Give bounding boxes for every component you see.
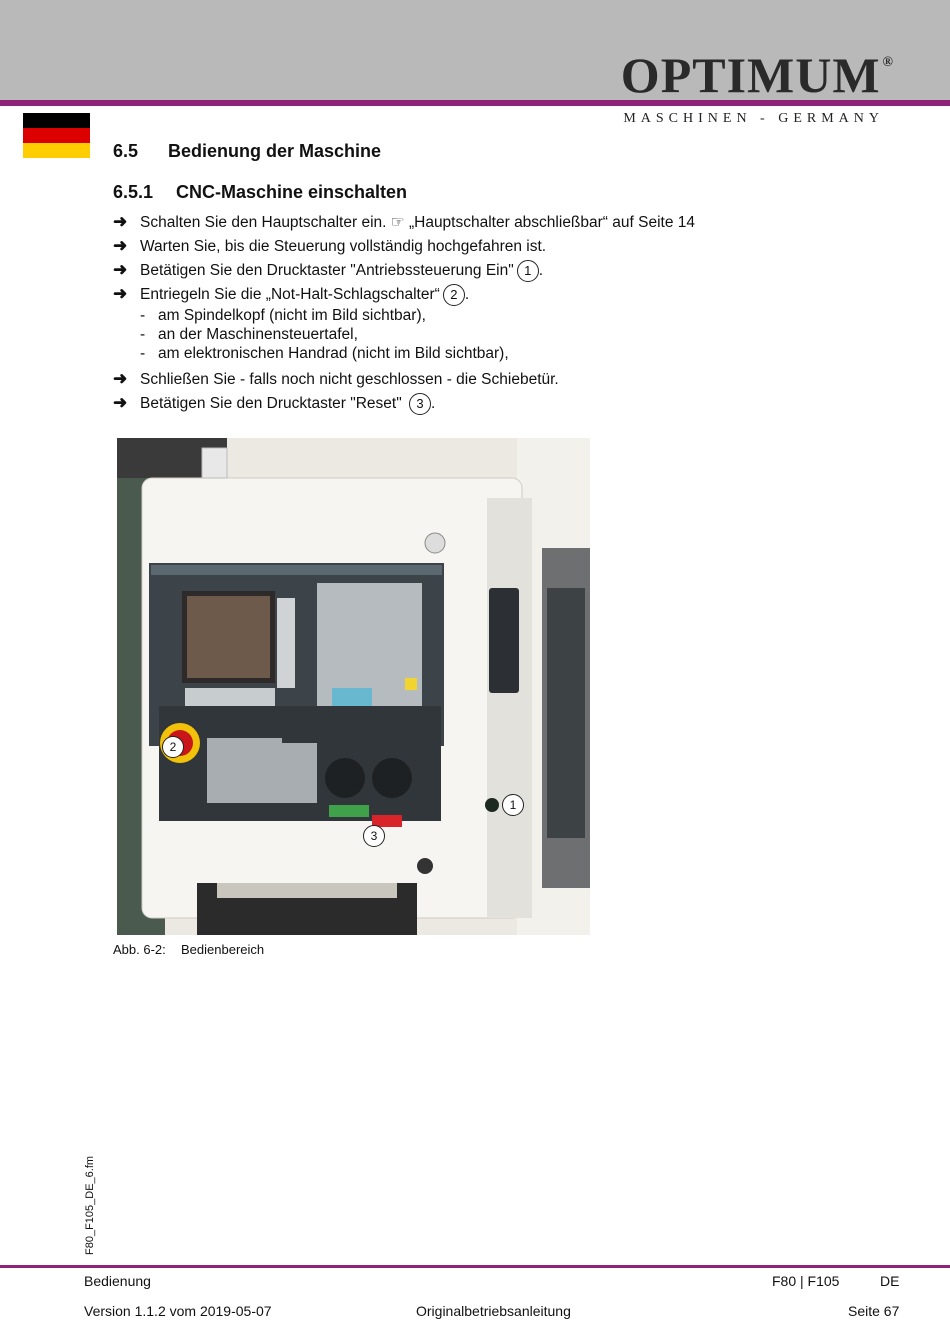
step-5: ➜ Schließen Sie - falls noch nicht geschlossen - die Schiebetür. bbox=[113, 369, 559, 388]
footer-model: F80 | F105 bbox=[772, 1273, 840, 1289]
logo-tagline: MASCHINEN - GERMANY bbox=[623, 111, 884, 126]
marker-2: 2 bbox=[443, 284, 465, 306]
arrow-icon: ➜ bbox=[113, 212, 128, 231]
arrow-icon: ➜ bbox=[113, 393, 128, 413]
marker-3: 3 bbox=[409, 393, 431, 415]
arrow-icon: ➜ bbox=[113, 260, 128, 280]
sub-item: - an der Maschinensteuertafel, bbox=[140, 326, 358, 343]
optimum-logo: OPTIMUM ® bbox=[620, 47, 894, 103]
section-heading: 6.5 Bedienung der Maschine bbox=[113, 141, 382, 161]
side-filename: F80_F105_DE_6.fm bbox=[84, 1155, 96, 1255]
step-6: ➜ Betätigen Sie den Drucktaster "Reset" 3 . bbox=[113, 393, 435, 415]
step-3: ➜ Betätigen Sie den Drucktaster "Antriebssteuerung Ein" 1 . bbox=[113, 260, 543, 282]
step-1: ➜ Schalten Sie den Hauptschalter ein. ☞ „Hauptschalter abschließbar“ auf Seite 14 bbox=[113, 212, 696, 231]
footer-section: Bedienung bbox=[84, 1273, 151, 1289]
footer-lang: DE bbox=[880, 1273, 900, 1289]
arrow-icon: ➜ bbox=[113, 284, 128, 304]
callout-3: 3 bbox=[363, 825, 385, 847]
sub-item: - am elektronischen Handrad (nicht im Bild sichtbar), bbox=[140, 345, 509, 362]
arrow-icon: ➜ bbox=[113, 236, 128, 255]
footer-page: Seite 67 bbox=[848, 1303, 900, 1319]
callout-2: 2 bbox=[162, 736, 184, 758]
footer-version: Version 1.1.2 vom 2019-05-07 bbox=[84, 1303, 272, 1319]
marker-1: 1 bbox=[517, 260, 539, 282]
figure-caption: Abb. 6-2: Bedienbereich bbox=[113, 942, 265, 957]
subsection-heading: 6.5.1 CNC-Maschine einschalten bbox=[113, 182, 408, 202]
arrow-icon: ➜ bbox=[113, 369, 128, 388]
german-flag-icon bbox=[23, 113, 90, 158]
cross-reference-link[interactable]: „Hauptschalter abschließbar“ auf Seite 14 bbox=[404, 214, 696, 231]
reference-hand-icon: ☞ bbox=[390, 214, 405, 231]
control-panel-photo bbox=[117, 438, 590, 935]
step-2: ➜ Warten Sie, bis die Steuerung vollständig hochgefahren ist. bbox=[113, 236, 547, 255]
footer-rule bbox=[0, 1265, 950, 1268]
footer-doctype: Originalbetriebsanleitung bbox=[416, 1303, 571, 1319]
step-4: ➜ Entriegeln Sie die „Not-Halt-Schlagschalter“ 2 . bbox=[113, 284, 469, 306]
sub-item: - am Spindelkopf (nicht im Bild sichtbar), bbox=[140, 307, 426, 324]
callout-1: 1 bbox=[502, 794, 524, 816]
